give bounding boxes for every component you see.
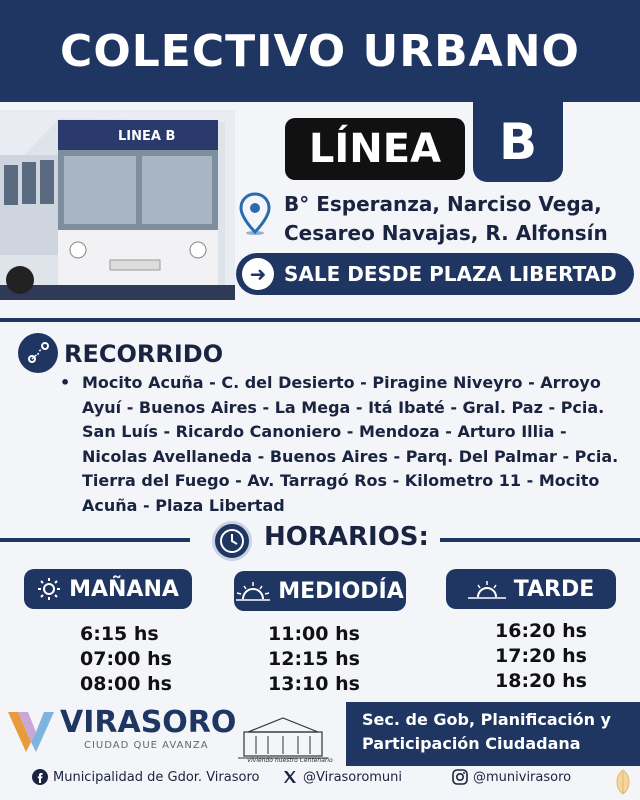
arrow-right-icon: ➜ — [242, 258, 274, 290]
facebook-link[interactable] — [32, 769, 259, 785]
departure-label: SALE DESDE PLAZA LIBERTAD — [284, 262, 617, 286]
line-label-box — [285, 118, 465, 180]
route-text: Mocito Acuña - C. del Desierto - Piragine Niveyro - Arroyo Ayuí - Buenos Aires - La Mega - Itá Ibaté - Gral. Paz - Pcia. San Luís - Ricardo Canoniero - Mendoza - Arturo Illia - Nicolas Avellaneda - Buenos Aires - Parq. Del Palmar - Pcia. Tierra del Fuego - Av. Tarragó Ros - Kilometro 11 - Mocito Acuña - Plaza Libertad — [82, 373, 619, 515]
bus-sign: LINEA B — [118, 129, 176, 144]
line-letter-badge — [473, 102, 563, 182]
midday-label: MEDIODÍA — [278, 578, 404, 604]
neighborhoods-line-1: B° Esperanza, Narciso Vega, — [284, 192, 602, 216]
instagram-handle: @munivirasoro — [473, 769, 572, 785]
neighborhoods — [284, 190, 608, 248]
secretariat-line-2: Participación Ciudadana — [362, 734, 581, 753]
schedule-divider-right — [440, 538, 640, 542]
sunset-icon — [468, 579, 506, 599]
time-entry: 17:20 hs — [495, 645, 587, 667]
instagram-link[interactable] — [452, 769, 571, 785]
time-entry: 08:00 hs — [80, 673, 172, 695]
route-description — [60, 371, 620, 518]
line-letter: B — [498, 113, 538, 171]
midday-times — [268, 622, 360, 697]
leaf-icon — [612, 768, 634, 796]
route-map-icon — [18, 333, 58, 373]
secretariat-box — [346, 702, 640, 766]
time-entry: 13:10 hs — [268, 673, 360, 695]
page-title: COLECTIVO URBANO — [60, 25, 580, 77]
facebook-handle: Municipalidad de Gdor. Virasoro — [53, 769, 260, 785]
schedule-title: HORARIOS: — [264, 522, 429, 552]
departure-banner — [236, 253, 634, 295]
centenary-caption: Viviendo nuestro Centenario — [247, 757, 333, 764]
time-entry: 07:00 hs — [80, 648, 172, 670]
virasoro-logo-icon — [6, 708, 56, 754]
schedule-divider-left — [0, 538, 190, 542]
bus-photo — [0, 110, 235, 300]
time-entry: 16:20 hs — [495, 620, 587, 642]
brand-name: VIRASORO — [60, 705, 237, 740]
route-title: RECORRIDO — [64, 340, 224, 368]
secretariat-line-1: Sec. de Gob, Planificación y — [362, 710, 611, 729]
x-icon — [282, 769, 298, 785]
morning-label: MAÑANA — [69, 576, 179, 602]
afternoon-badge — [446, 569, 616, 609]
morning-badge — [24, 569, 192, 609]
section-divider — [0, 318, 640, 322]
twitter-handle: @Virasoromuni — [303, 769, 403, 785]
location-pin-icon — [238, 192, 272, 236]
time-entry: 12:15 hs — [268, 648, 360, 670]
time-entry: 18:20 hs — [495, 670, 587, 692]
sun-rays-icon — [236, 581, 270, 601]
afternoon-label: TARDE — [513, 576, 595, 602]
line-label: LÍNEA — [308, 126, 442, 172]
sun-icon — [37, 577, 61, 601]
twitter-link[interactable] — [282, 769, 402, 785]
header-banner — [0, 0, 640, 102]
facebook-icon — [32, 769, 48, 785]
morning-times — [80, 622, 172, 697]
bullet-icon: • — [60, 373, 71, 392]
clock-icon — [212, 521, 252, 561]
time-entry: 11:00 hs — [268, 623, 360, 645]
brand-tagline: CIUDAD QUE AVANZA — [84, 740, 209, 751]
time-entry: 6:15 hs — [80, 623, 159, 645]
afternoon-times — [495, 619, 587, 694]
midday-badge — [234, 571, 406, 611]
instagram-icon — [452, 769, 468, 785]
neighborhoods-line-2: Cesareo Navajas, R. Alfonsín — [284, 221, 608, 245]
